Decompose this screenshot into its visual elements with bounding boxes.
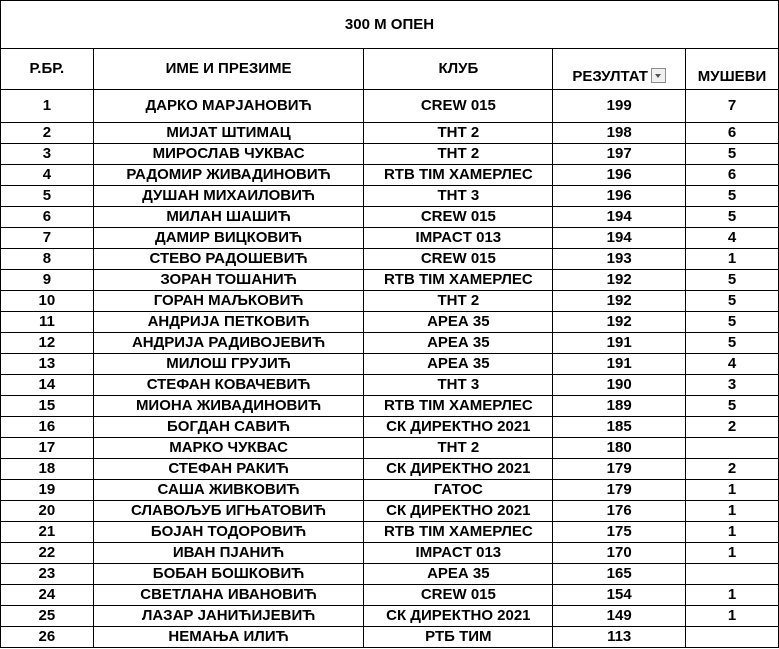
cell-club: CREW 015 — [364, 207, 553, 228]
cell-rank: 23 — [1, 564, 94, 585]
cell-club: ТНТ 2 — [364, 123, 553, 144]
cell-bullseyes: 5 — [686, 270, 779, 291]
cell-name: БОГДАН САВИЋ — [93, 417, 364, 438]
cell-score: 198 — [553, 123, 686, 144]
cell-rank: 17 — [1, 438, 94, 459]
cell-score: 192 — [553, 291, 686, 312]
cell-rank: 4 — [1, 165, 94, 186]
table-row — [1, 186, 779, 207]
table-row — [1, 375, 779, 396]
cell-club: ТНТ 2 — [364, 144, 553, 165]
cell-rank: 2 — [1, 123, 94, 144]
cell-name: СТЕВО РАДОШЕВИЋ — [93, 249, 364, 270]
cell-club: CREW 015 — [364, 585, 553, 606]
cell-name: СТЕФАН КОВАЧЕВИЋ — [93, 375, 364, 396]
cell-club: СК ДИРЕКТНО 2021 — [364, 606, 553, 627]
cell-rank: 25 — [1, 606, 94, 627]
cell-rank: 9 — [1, 270, 94, 291]
table-row — [1, 249, 779, 270]
cell-club: АРЕА 35 — [364, 333, 553, 354]
cell-name: МИЛОШ ГРУЈИЋ — [93, 354, 364, 375]
table-row — [1, 438, 779, 459]
cell-name: ИВАН ПЈАНИЋ — [93, 543, 364, 564]
cell-rank: 13 — [1, 354, 94, 375]
cell-bullseyes: 5 — [686, 207, 779, 228]
cell-name: ГОРАН МАЉКОВИЋ — [93, 291, 364, 312]
cell-score: 196 — [553, 165, 686, 186]
cell-score: 193 — [553, 249, 686, 270]
cell-name: НЕМАЊА ИЛИЋ — [93, 627, 364, 648]
table-row — [1, 144, 779, 165]
cell-bullseyes: 4 — [686, 354, 779, 375]
cell-name: МИОНА ЖИВАДИНОВИЋ — [93, 396, 364, 417]
cell-bullseyes: 4 — [686, 228, 779, 249]
cell-club: ТНТ 3 — [364, 186, 553, 207]
table-row — [1, 480, 779, 501]
table-row — [1, 312, 779, 333]
cell-club: АРЕА 35 — [364, 312, 553, 333]
table-row — [1, 270, 779, 291]
cell-bullseyes — [686, 564, 779, 585]
header-club: КЛУБ — [364, 49, 553, 90]
cell-name: АНДРИЈА ПЕТКОВИЋ — [93, 312, 364, 333]
cell-rank: 20 — [1, 501, 94, 522]
cell-name: САША ЖИВКОВИЋ — [93, 480, 364, 501]
cell-name: СЛАВОЉУБ ИГЊАТОВИЋ — [93, 501, 364, 522]
header-name: ИМЕ И ПРЕЗИМЕ — [93, 49, 364, 90]
table-row — [1, 90, 779, 123]
cell-club: АРЕА 35 — [364, 564, 553, 585]
cell-bullseyes: 5 — [686, 186, 779, 207]
cell-score: 194 — [553, 207, 686, 228]
cell-name: АНДРИЈА РАДИВОЈЕВИЋ — [93, 333, 364, 354]
cell-bullseyes: 1 — [686, 501, 779, 522]
cell-bullseyes: 5 — [686, 291, 779, 312]
cell-name: МИЈАТ ШТИМАЦ — [93, 123, 364, 144]
cell-score: 197 — [553, 144, 686, 165]
cell-name: МИРОСЛАВ ЧУКВАС — [93, 144, 364, 165]
cell-bullseyes: 2 — [686, 459, 779, 480]
cell-bullseyes: 3 — [686, 375, 779, 396]
cell-bullseyes — [686, 438, 779, 459]
header-bullseyes: МУШЕВИ — [686, 49, 779, 90]
cell-bullseyes: 1 — [686, 606, 779, 627]
table-row — [1, 333, 779, 354]
cell-score: 165 — [553, 564, 686, 585]
cell-score: 175 — [553, 522, 686, 543]
cell-rank: 26 — [1, 627, 94, 648]
cell-club: СК ДИРЕКТНО 2021 — [364, 459, 553, 480]
table-row — [1, 354, 779, 375]
cell-bullseyes: 1 — [686, 522, 779, 543]
table-row — [1, 123, 779, 144]
cell-score: 194 — [553, 228, 686, 249]
cell-score: 191 — [553, 354, 686, 375]
cell-club: ТНТ 3 — [364, 375, 553, 396]
cell-name: МАРКО ЧУКВАС — [93, 438, 364, 459]
cell-bullseyes: 5 — [686, 312, 779, 333]
table-row — [1, 627, 779, 648]
cell-club: АРЕА 35 — [364, 354, 553, 375]
cell-bullseyes: 5 — [686, 333, 779, 354]
cell-bullseyes — [686, 627, 779, 648]
cell-score: 189 — [553, 396, 686, 417]
cell-rank: 10 — [1, 291, 94, 312]
cell-club: IMPACT 013 — [364, 543, 553, 564]
cell-bullseyes: 1 — [686, 480, 779, 501]
cell-club: СК ДИРЕКТНО 2021 — [364, 501, 553, 522]
cell-club: ТНТ 2 — [364, 291, 553, 312]
cell-name: МИЛАН ШАШИЋ — [93, 207, 364, 228]
cell-bullseyes: 1 — [686, 585, 779, 606]
table-row — [1, 606, 779, 627]
table-title: 300 М ОПЕН — [1, 1, 779, 49]
cell-rank: 24 — [1, 585, 94, 606]
cell-club: CREW 015 — [364, 90, 553, 123]
cell-name: РАДОМИР ЖИВАДИНОВИЋ — [93, 165, 364, 186]
cell-name: ДАРКО МАРЈАНОВИЋ — [93, 90, 364, 123]
cell-club: RTB TIM ХАМЕРЛЕС — [364, 165, 553, 186]
cell-rank: 8 — [1, 249, 94, 270]
cell-name: СТЕФАН РАКИЋ — [93, 459, 364, 480]
cell-club: РТБ ТИМ — [364, 627, 553, 648]
cell-score: 191 — [553, 333, 686, 354]
cell-score: 185 — [553, 417, 686, 438]
cell-rank: 1 — [1, 90, 94, 123]
cell-name: СВЕТЛАНА ИВАНОВИЋ — [93, 585, 364, 606]
table-row — [1, 165, 779, 186]
cell-club: ТНТ 2 — [364, 438, 553, 459]
cell-club: RTB TIM ХАМЕРЛЕС — [364, 396, 553, 417]
cell-score: 113 — [553, 627, 686, 648]
table-row — [1, 522, 779, 543]
cell-rank: 12 — [1, 333, 94, 354]
table-row — [1, 585, 779, 606]
dropdown-arrow-icon[interactable] — [651, 68, 666, 83]
cell-bullseyes: 2 — [686, 417, 779, 438]
cell-score: 179 — [553, 459, 686, 480]
cell-score: 190 — [553, 375, 686, 396]
cell-name: ЗОРАН ТОШАНИЋ — [93, 270, 364, 291]
cell-name: БОЈАН ТОДОРОВИЋ — [93, 522, 364, 543]
cell-bullseyes: 5 — [686, 144, 779, 165]
cell-rank: 6 — [1, 207, 94, 228]
cell-bullseyes: 6 — [686, 123, 779, 144]
table-row — [1, 543, 779, 564]
table-row — [1, 501, 779, 522]
cell-score: 176 — [553, 501, 686, 522]
cell-score: 149 — [553, 606, 686, 627]
cell-bullseyes: 7 — [686, 90, 779, 123]
cell-rank: 21 — [1, 522, 94, 543]
cell-score: 179 — [553, 480, 686, 501]
table-row — [1, 291, 779, 312]
cell-name: БОБАН БОШКОВИЋ — [93, 564, 364, 585]
cell-bullseyes: 6 — [686, 165, 779, 186]
cell-rank: 19 — [1, 480, 94, 501]
cell-name: ЛАЗАР ЈАНИЋИЈЕВИЋ — [93, 606, 364, 627]
cell-rank: 5 — [1, 186, 94, 207]
cell-score: 154 — [553, 585, 686, 606]
cell-score: 196 — [553, 186, 686, 207]
table-row — [1, 228, 779, 249]
cell-bullseyes: 5 — [686, 396, 779, 417]
cell-rank: 22 — [1, 543, 94, 564]
cell-rank: 14 — [1, 375, 94, 396]
cell-name: ДАМИР ВИЦКОВИЋ — [93, 228, 364, 249]
table-row — [1, 459, 779, 480]
cell-club: ГАТОС — [364, 480, 553, 501]
cell-score: 199 — [553, 90, 686, 123]
cell-club: RTB TIM ХАМЕРЛЕС — [364, 270, 553, 291]
cell-rank: 18 — [1, 459, 94, 480]
cell-name: ДУШАН МИХАИЛОВИЋ — [93, 186, 364, 207]
table-row — [1, 417, 779, 438]
cell-rank: 7 — [1, 228, 94, 249]
header-rank: Р.БР. — [1, 49, 94, 90]
cell-score: 192 — [553, 312, 686, 333]
cell-score: 180 — [553, 438, 686, 459]
header-score[interactable] — [553, 49, 686, 90]
cell-bullseyes: 1 — [686, 249, 779, 270]
header-score-label: РЕЗУЛТАТ — [572, 68, 648, 85]
cell-rank: 15 — [1, 396, 94, 417]
cell-score: 170 — [553, 543, 686, 564]
cell-bullseyes: 1 — [686, 543, 779, 564]
table-row — [1, 207, 779, 228]
table-row — [1, 564, 779, 585]
cell-club: RTB TIM ХАМЕРЛЕС — [364, 522, 553, 543]
cell-rank: 16 — [1, 417, 94, 438]
table-row — [1, 396, 779, 417]
cell-club: СК ДИРЕКТНО 2021 — [364, 417, 553, 438]
cell-club: IMPACT 013 — [364, 228, 553, 249]
cell-rank: 11 — [1, 312, 94, 333]
cell-club: CREW 015 — [364, 249, 553, 270]
cell-rank: 3 — [1, 144, 94, 165]
cell-score: 192 — [553, 270, 686, 291]
